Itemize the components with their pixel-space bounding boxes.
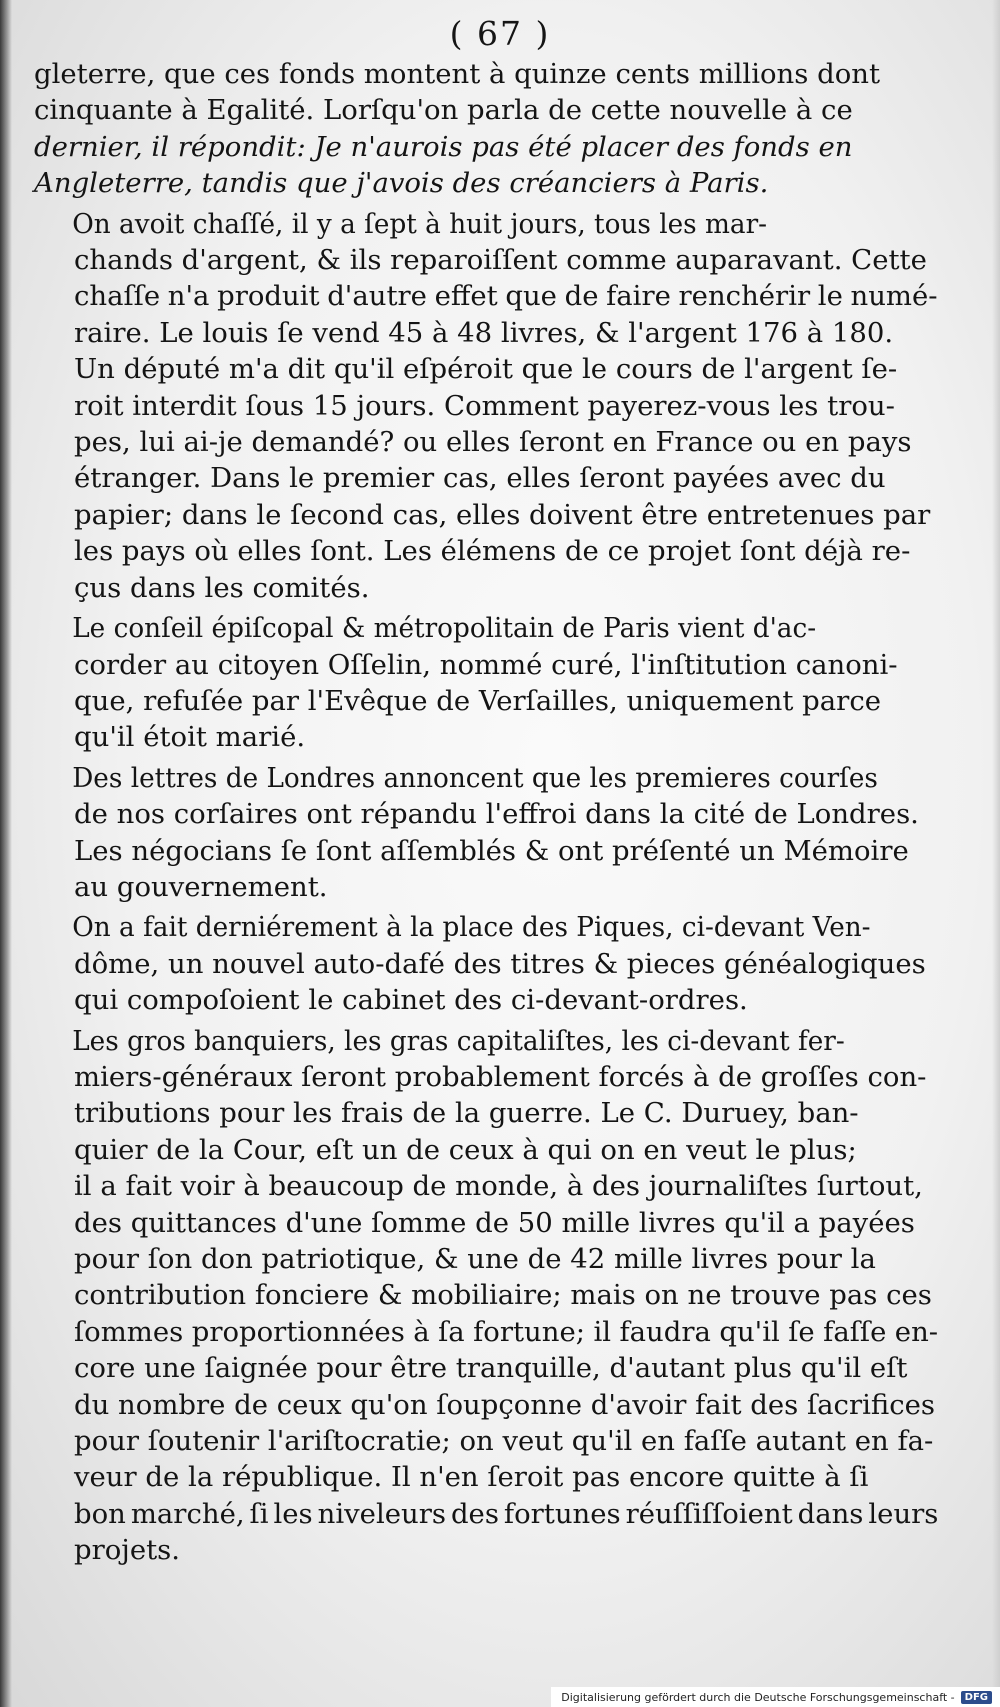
- paragraph-auto-dafe: [34, 909, 938, 1018]
- text-line: cinquante à Egalité. Lorſqu'on parla de cette nouvelle à ce: [34, 94, 853, 127]
- text-line: qu'il étoit marié.: [74, 721, 306, 754]
- paragraph-gros-banquiers: [34, 1023, 938, 1569]
- text-line: miers-généraux ſeront probablement forcés à de groſſes con-: [74, 1060, 927, 1093]
- credit-text: Digitalisierung gefördert durch die Deutsche Forschungsgemeinschaft -: [561, 1690, 955, 1704]
- text-line: On avoit chaſſé, il y a ſept à huit jours, tous les mar-: [72, 207, 768, 240]
- digitization-credit: [551, 1687, 1000, 1707]
- text-line: chaſſe n'a produit d'autre effet que de faire renchérir le numé-: [74, 280, 938, 313]
- text-line: bon marché, ſi les niveleurs des fortunes réuſſiſſoient dans leurs: [74, 1497, 939, 1530]
- article-text: [34, 56, 938, 1573]
- text-line: On a fait derniérement à la place des Piques, ci-devant Ven-: [72, 911, 871, 944]
- text-line: pes, lui ai-je demandé? ou elles ſeront en France ou en pays: [74, 426, 912, 459]
- text-line: qui compoſoient le cabinet des ci-devant-ordres.: [74, 984, 748, 1017]
- text-line: Un député m'a dit qu'il eſpéroit que le cours de l'argent ſe-: [74, 353, 898, 386]
- page-number: ( 67 ): [449, 14, 551, 53]
- text-line: au gouvernement.: [74, 870, 328, 903]
- text-line: de nos corſaires ont répandu l'effroi dans la cité de Londres.: [74, 798, 919, 831]
- text-line: étranger. Dans le premier cas, elles ſeront payées avec du: [74, 462, 886, 495]
- text-line: il a fait voir à beaucoup de monde, à des journaliſtes ſurtout,: [74, 1170, 923, 1203]
- text-line: quier de la Cour, eſt un de ceux à qui on en veut le plus;: [74, 1133, 857, 1166]
- text-line: Le conſeil épiſcopal & métropolitain de Paris vient d'ac-: [72, 612, 817, 645]
- text-line: Des lettres de Londres annoncent que les premieres courſes: [72, 761, 878, 794]
- text-line: Les gros banquiers, les gras capitaliſtes, les ci-devant fer-: [72, 1024, 845, 1057]
- page-edge-shadow: [0, 0, 12, 1707]
- text-line: roit interdit ſous 15 jours. Comment payerez-vous les trou-: [74, 389, 895, 422]
- text-line: Les négocians ſe ſont aſſemblés & ont préſenté un Mémoire: [74, 834, 909, 867]
- dfg-logo-icon: DFG: [961, 1691, 992, 1704]
- page-edge-highlight: [992, 0, 1000, 1707]
- text-line: chands d'argent, & ils reparoiſſent comme auparavant. Cette: [74, 244, 927, 277]
- text-line: projets.: [74, 1534, 181, 1567]
- text-line: dôme, un nouvel auto-dafé des titres & pieces généalogiques: [74, 947, 926, 980]
- text-line: çus dans les comités.: [74, 571, 370, 604]
- paragraph-lettres-londres: [34, 760, 938, 906]
- paragraph-marchands-argent: [34, 206, 938, 606]
- paragraph-conseil-episcopal: [34, 610, 938, 756]
- text-line: core une ſaignée pour être tranquille, d'autant plus qu'il eſt: [74, 1352, 908, 1385]
- text-line: les pays où elles ſont. Les élémens de ce projet ſont déjà re-: [74, 535, 911, 568]
- text-line: corder au citoyen Oſſelin, nommé curé, l'inſtitution canoni-: [74, 648, 898, 681]
- text-line: ſommes proportionnées à ſa fortune; il faudra qu'il ſe faſſe en-: [74, 1315, 939, 1348]
- text-line: tributions pour les frais de la guerre. Le C. Duruey, ban-: [74, 1097, 859, 1130]
- text-line: gleterre, que ces fonds montent à quinze cents millions dont: [34, 58, 881, 90]
- text-line: que, refuſée par l'Evêque de Verſailles, uniquement parce: [74, 684, 881, 717]
- text-line: du nombre de ceux qu'on ſoupçonne d'avoir fait des ſacrifices: [74, 1388, 936, 1421]
- text-line: pour ſon don patriotique, & une de 42 mille livres pour la: [74, 1243, 876, 1275]
- text-line: veur de la république. Il n'en ſeroit pas encore quitte à ſi: [74, 1461, 869, 1494]
- text-line: des quittances d'une ſomme de 50 mille livres qu'il a payées: [74, 1206, 915, 1239]
- text-line: dernier, il répondit: Je n'aurois pas été placer des fonds en: [34, 130, 853, 163]
- text-line: papier; dans le ſecond cas, elles doivent être entretenues par: [74, 498, 931, 531]
- paragraph-egalite: [34, 56, 938, 202]
- text-line: raire. Le louis ſe vend 45 à 48 livres, & l'argent 176 à 180.: [74, 316, 894, 349]
- text-line: Angleterre, tandis que j'avois des créanciers à Paris.: [34, 167, 769, 200]
- text-line: pour ſoutenir l'ariſtocratie; on veut qu'il en faſſe autant en fa-: [74, 1425, 934, 1458]
- text-line: contribution fonciere & mobiliaire; mais on ne trouve pas ces: [74, 1279, 932, 1312]
